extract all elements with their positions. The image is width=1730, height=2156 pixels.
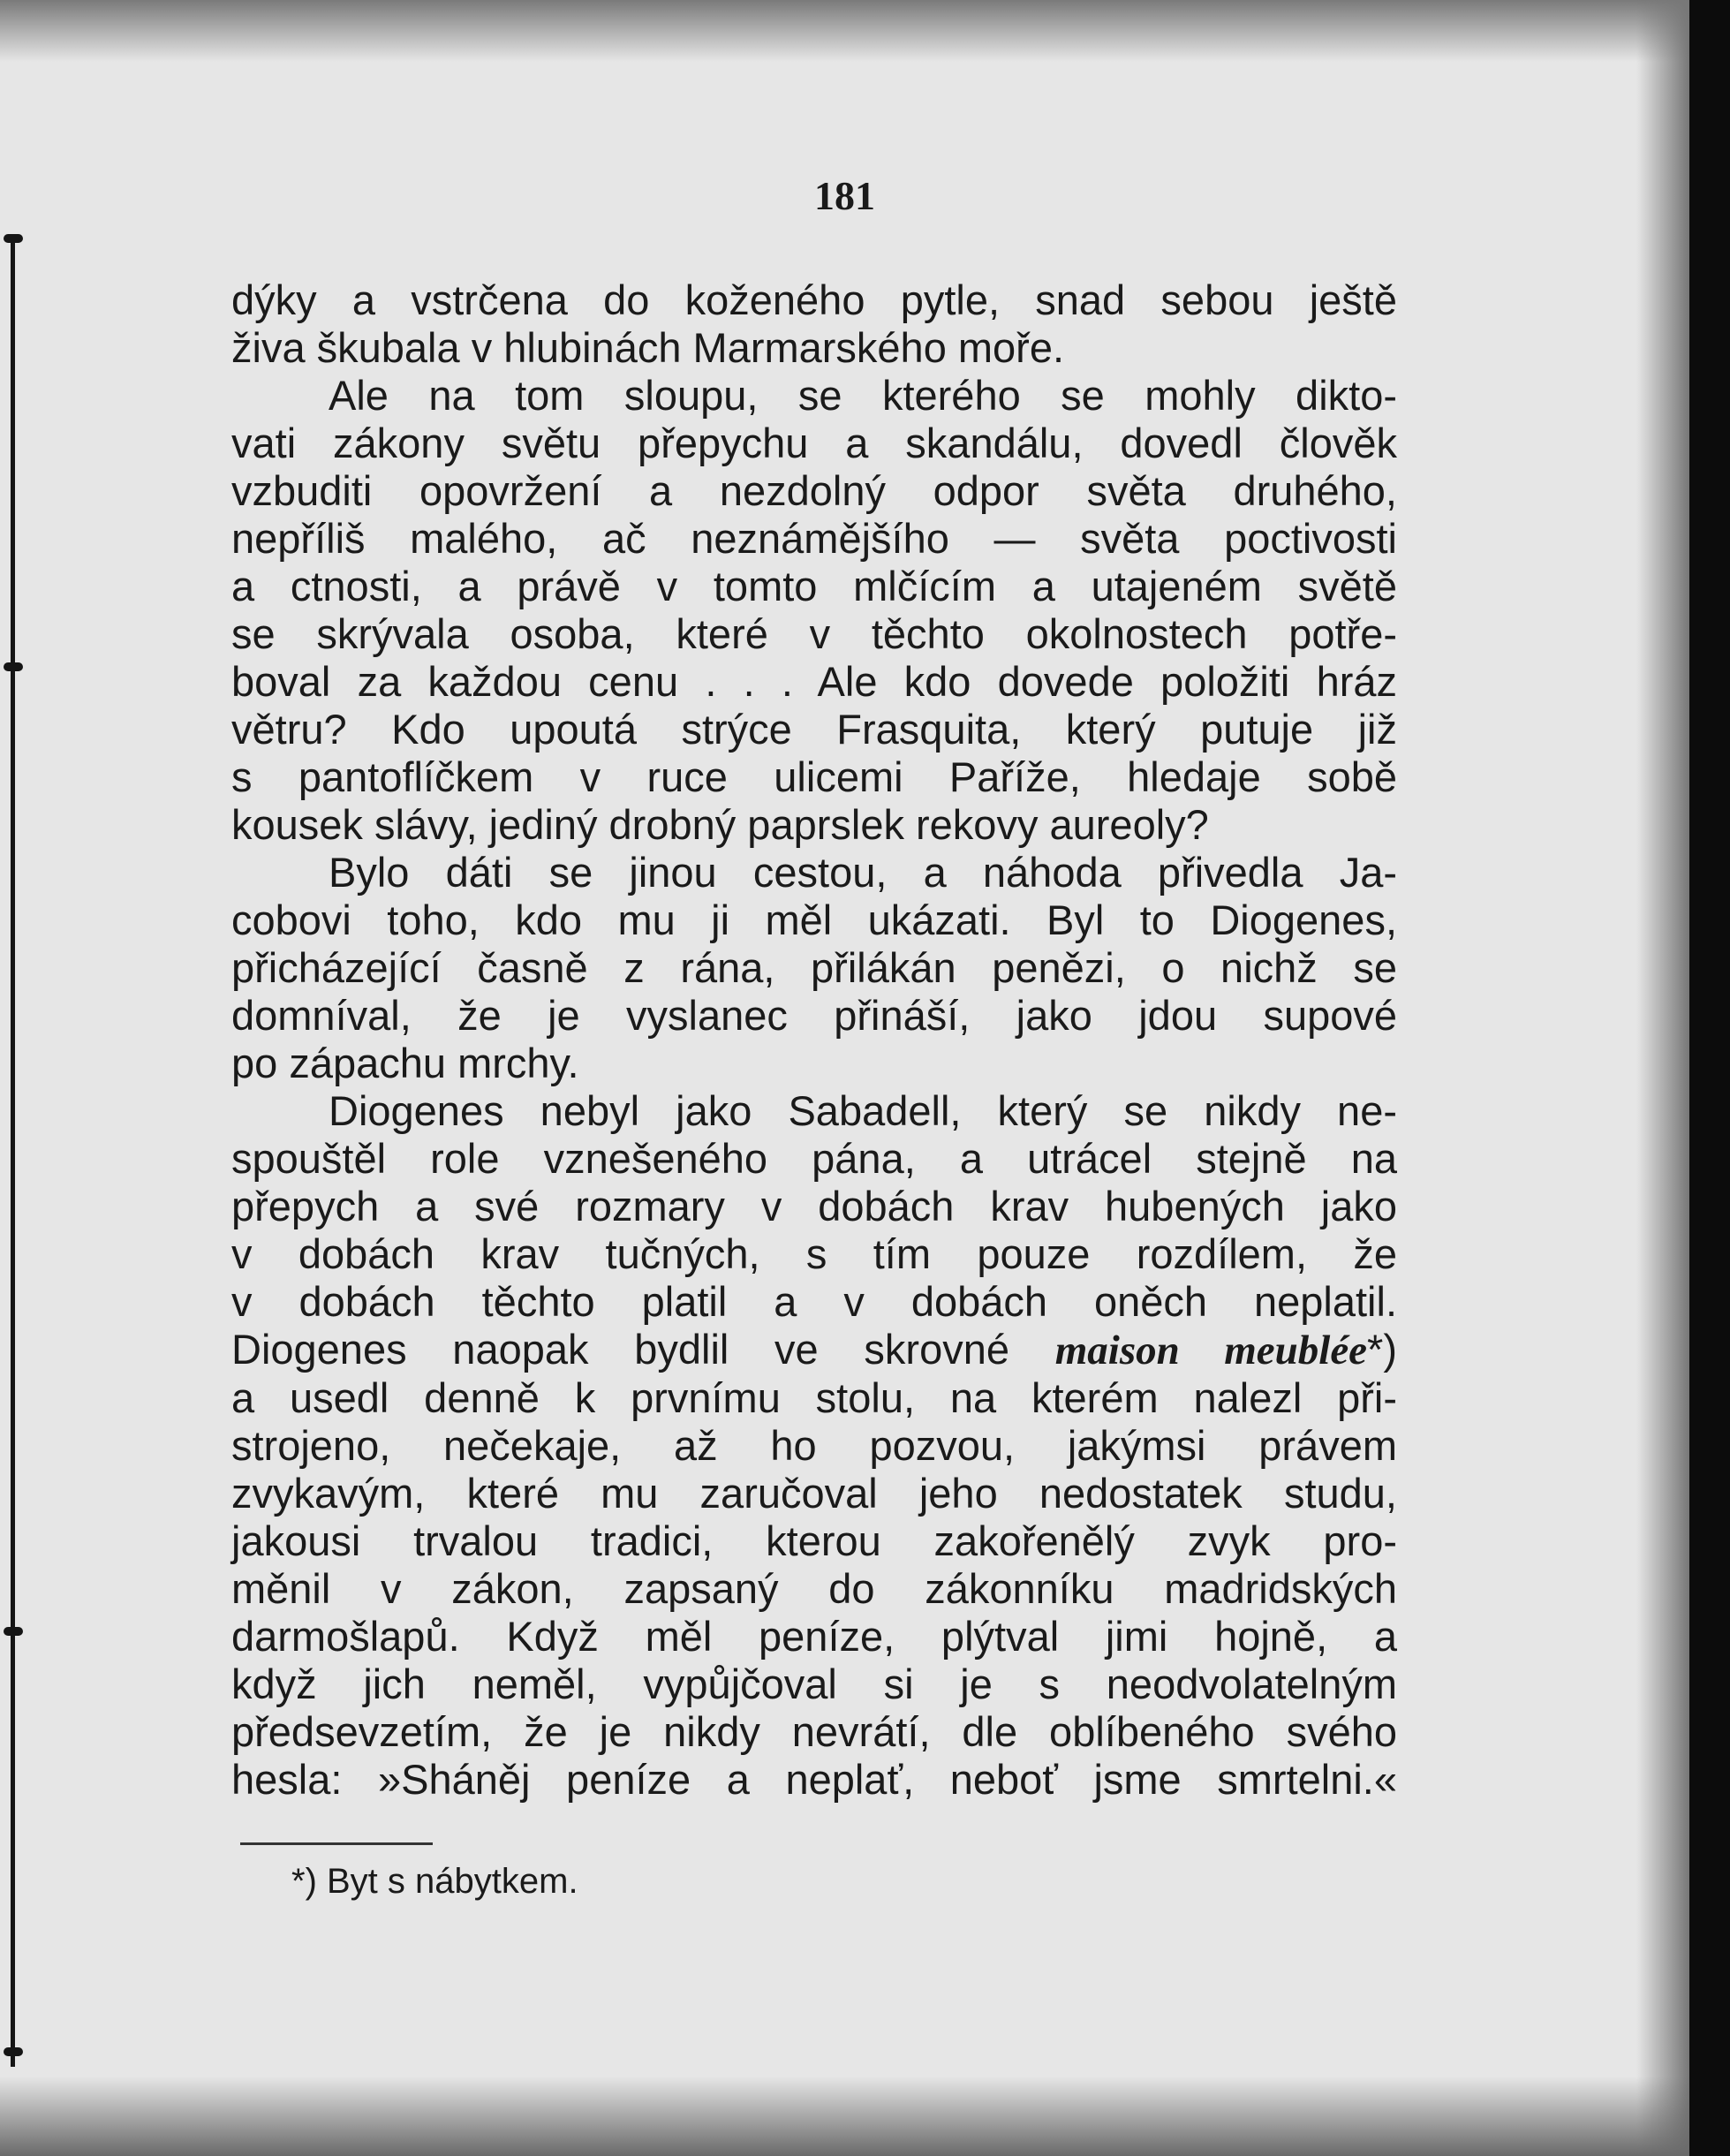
footnote: *) Byt s nábytkem.	[291, 1862, 578, 1901]
binding-rule	[11, 238, 15, 2067]
text-line: po zápachu mrchy.	[231, 1040, 579, 1086]
text-line: boval za každou cenu . . . Ale kdo dovede položiti hráz	[231, 658, 1397, 705]
page-number: 181	[814, 173, 875, 218]
text-line: přicházející časně z rána, přilákán penězi, o nichž se	[231, 944, 1397, 991]
text-line: živa škubala v hlubinách Marmarského moře.	[231, 324, 1065, 371]
text-line: hesla: »Sháněj peníze a neplať, neboť jsme smrtelni.«	[231, 1756, 1397, 1803]
text-line: domníval, že je vyslanec přináší, jako jdou supové	[231, 992, 1397, 1039]
text-line: a usedl denně k prvnímu stolu, na kterém nalezl při-	[231, 1374, 1397, 1421]
text-line: když jich neměl, vypůjčoval si je s neodvolatelným	[231, 1660, 1397, 1707]
text-line: nepříliš malého, ač neznámějšího — světa poctivosti	[231, 515, 1397, 562]
text-line: předsevzetím, že je nikdy nevrátí, dle oblíbeného svého	[231, 1708, 1397, 1755]
text-line: měnil v zákon, zapsaný do zákonníku madridských	[231, 1565, 1397, 1612]
body-text	[231, 276, 1397, 1804]
text-fragment: Diogenes naopak bydlil ve skrovné	[231, 1326, 1055, 1373]
text-line: zvykavým, které mu zaručoval jeho nedostatek studu,	[231, 1470, 1397, 1517]
text-line: Bylo dáti se jinou cestou, a náhoda přivedla Ja-	[329, 849, 1397, 896]
text-line-with-italic	[231, 1326, 1397, 1374]
binding-mark	[4, 1627, 23, 1636]
text-line: vati zákony světu přepychu a skandálu, dovedl člověk	[231, 420, 1397, 466]
text-line: s pantoflíčkem v ruce ulicemi Paříže, hledaje sobě	[231, 753, 1397, 800]
text-line: v dobách krav tučných, s tím pouze rozdílem, že	[231, 1230, 1397, 1277]
text-line: vzbuditi opovržení a nezdolný odpor světa druhého,	[231, 467, 1397, 514]
text-line: Diogenes nebyl jako Sabadell, který se nikdy ne-	[329, 1087, 1397, 1134]
text-line: darmošlapů. Když měl peníze, plýtval jimi hojně, a	[231, 1613, 1397, 1660]
text-line: přepych a své rozmary v dobách krav hubených jako	[231, 1183, 1397, 1229]
text-line: se skrývala osoba, které v těchto okolnostech potře-	[231, 610, 1397, 657]
text-line: kousek slávy, jediný drobný paprslek rekovy aureoly?	[231, 801, 1209, 848]
text-line: spouštěl role vznešeného pána, a utrácel stejně na	[231, 1135, 1397, 1182]
binding-mark	[4, 234, 23, 243]
binding-mark	[4, 2047, 23, 2056]
footnote-divider	[240, 1842, 433, 1845]
page-edge-shadow	[1636, 0, 1689, 2156]
binding-mark	[4, 662, 23, 671]
italic-term: maison meublée	[1054, 1328, 1368, 1373]
footnote-marker: *)	[1367, 1326, 1397, 1373]
text-line: jakousi trvalou tradici, kterou zakořenělý zvyk pro-	[231, 1517, 1397, 1564]
text-line: strojeno, nečekaje, až ho pozvou, jakýmsi právem	[231, 1422, 1397, 1469]
text-line: v dobách těchto platil a v dobách oněch neplatil.	[231, 1278, 1397, 1325]
text-line: a ctnosti, a právě v tomto mlčícím a utajeném světě	[231, 563, 1397, 609]
text-line: Ale na tom sloupu, se kterého se mohly dikto-	[329, 372, 1397, 419]
text-line: dýky a vstrčena do koženého pytle, snad sebou ještě	[231, 276, 1397, 323]
text-line: cobovi toho, kdo mu ji měl ukázati. Byl to Diogenes,	[231, 896, 1397, 943]
text-line: větru? Kdo upoutá strýce Frasquita, který putuje již	[231, 706, 1397, 753]
